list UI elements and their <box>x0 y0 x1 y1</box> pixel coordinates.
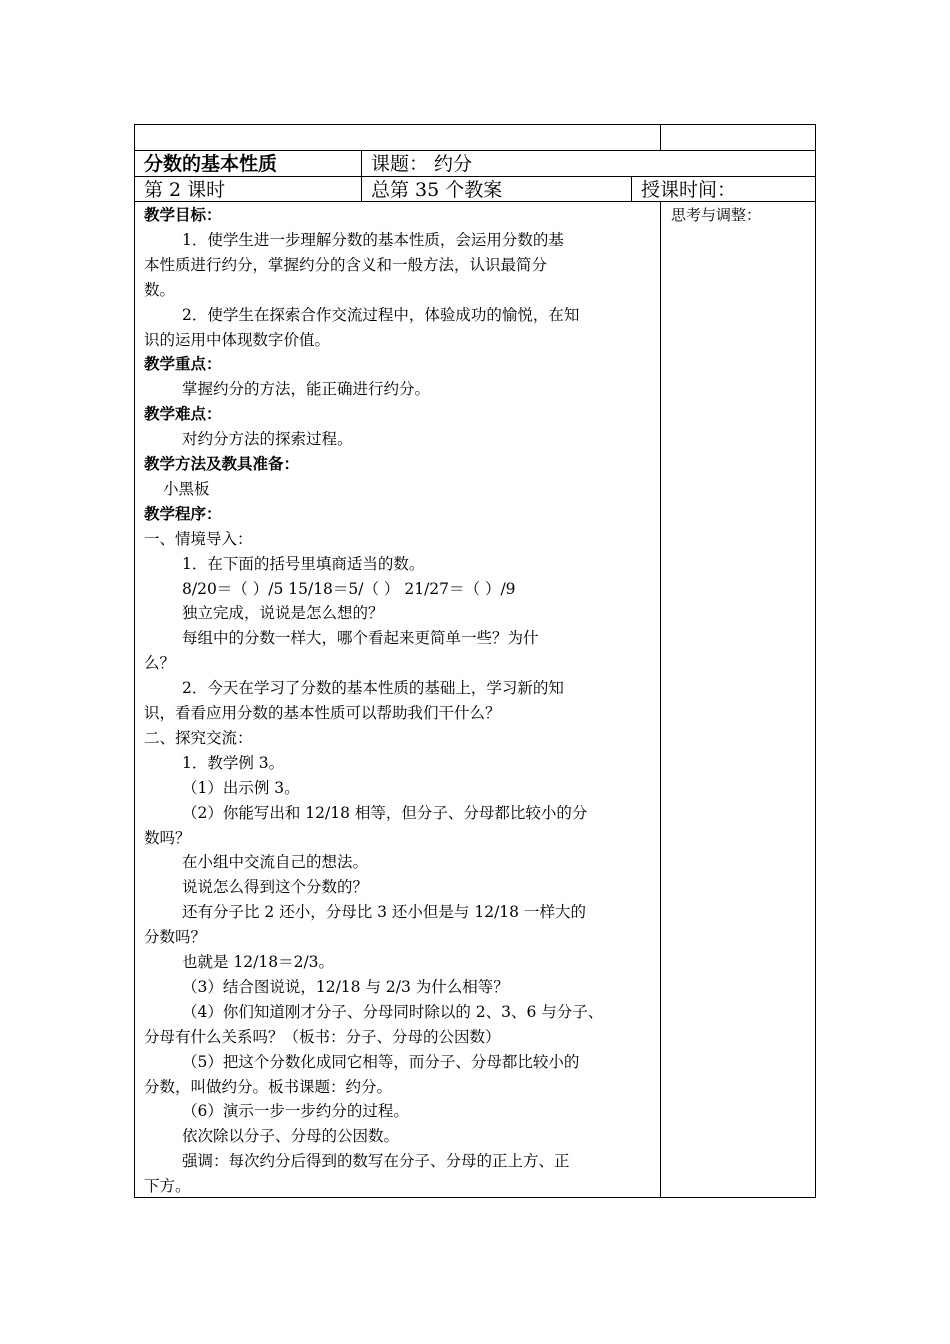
content-line: 说说怎么得到这个分数的？ <box>182 878 369 897</box>
content-line: 分数，叫做约分。板书课题：约分。 <box>144 1077 393 1096</box>
content-line: 2．今天在学习了分数的基本性质的基础上，学习新的知 <box>182 679 564 698</box>
col-divider-side-top <box>660 124 661 151</box>
content-line: 每组中的分数一样大，哪个看起来更简单一些？为什 <box>182 629 539 648</box>
content-line: 识，看看应用分数的基本性质可以帮助我们干什么？ <box>144 704 501 722</box>
content-line: 数。 <box>144 280 176 299</box>
content-line: （2）你能写出和 12/18 相等，但分子、分母都比较小的分 <box>182 803 588 822</box>
content-line: 下方。 <box>144 1177 191 1196</box>
content-line: 在小组中交流自己的想法。 <box>182 853 369 872</box>
content-line: 依次除以分子、分母的公因数。 <box>182 1127 400 1146</box>
content-line: （6）演示一步一步约分的过程。 <box>182 1102 409 1121</box>
subject-title: 分数的基本性质 <box>144 153 278 175</box>
content-line: 一、情境导入： <box>144 529 253 548</box>
content-line: 掌握约分的方法，能正确进行约分。 <box>182 380 431 399</box>
section-heading: 教学难点： <box>144 404 222 424</box>
content-line: 1．在下面的括号里填商适当的数。 <box>182 554 425 573</box>
content-line: 也就是 12/18＝2/3。 <box>182 953 335 971</box>
total-lesson-number: 总第 35 个教案 <box>371 179 503 201</box>
content-line: （4）你们知道刚才分子、分母同时除以的 2、3、6 与分子、 <box>182 1002 604 1021</box>
content-line: 小黑板 <box>163 479 210 498</box>
section-heading: 教学重点： <box>144 354 222 374</box>
content-line: 数吗？ <box>144 828 191 847</box>
content-line: 还有分子比 2 还小，分母比 3 还小但是与 12/18 一样大的 <box>182 903 586 922</box>
content-line: （5）把这个分数化成同它相等，而分子、分母都比较小的 <box>182 1052 580 1071</box>
row-divider-top <box>134 150 816 151</box>
col-divider-side-body <box>660 201 661 1198</box>
content-line: 对约分方法的探索过程。 <box>182 430 353 449</box>
col-divider-topic <box>361 150 362 202</box>
section-heading: 教学目标： <box>144 205 222 224</box>
section-heading: 教学程序： <box>144 503 222 523</box>
content-line: 识的运用中体现数字价值。 <box>144 330 331 349</box>
row-divider-header <box>134 176 816 177</box>
content-line: 强调：每次约分后得到的数写在分子、分母的正上方、正 <box>182 1152 570 1171</box>
content-line: 分母有什么关系吗？（板书：分子、分母的公因数） <box>144 1027 501 1046</box>
content-line: 么？ <box>144 654 176 673</box>
reflection-label: 思考与调整： <box>671 206 762 224</box>
content-line: 1．使学生进一步理解分数的基本性质，会运用分数的基 <box>182 230 564 249</box>
topic-title: 课题： 约分 <box>371 153 473 175</box>
content-line: （1）出示例 3。 <box>182 778 300 797</box>
content-line: 2．使学生在探索合作交流过程中，体验成功的愉悦，在知 <box>182 305 580 324</box>
content-line: （3）结合图说说，12/18 与 2/3 为什么相等？ <box>182 977 509 996</box>
content-line: 二、探究交流： <box>144 728 253 747</box>
content-line: 8/20＝（ ）/5 15/18＝5/（ ） 21/27＝（ ）/9 <box>182 579 516 598</box>
content-line: 1．教学例 3。 <box>182 753 285 772</box>
lesson-number: 第 2 课时 <box>144 179 226 201</box>
content-line: 本性质进行约分，掌握约分的含义和一般方法，认识最简分 <box>144 255 548 274</box>
content-line: 独立完成，说说是怎么想的？ <box>182 604 384 623</box>
content-line: 分数吗？ <box>144 928 207 947</box>
teaching-time-label: 授课时间： <box>641 179 737 201</box>
col-divider-time <box>631 176 632 202</box>
section-heading: 教学方法及教具准备： <box>144 454 300 473</box>
